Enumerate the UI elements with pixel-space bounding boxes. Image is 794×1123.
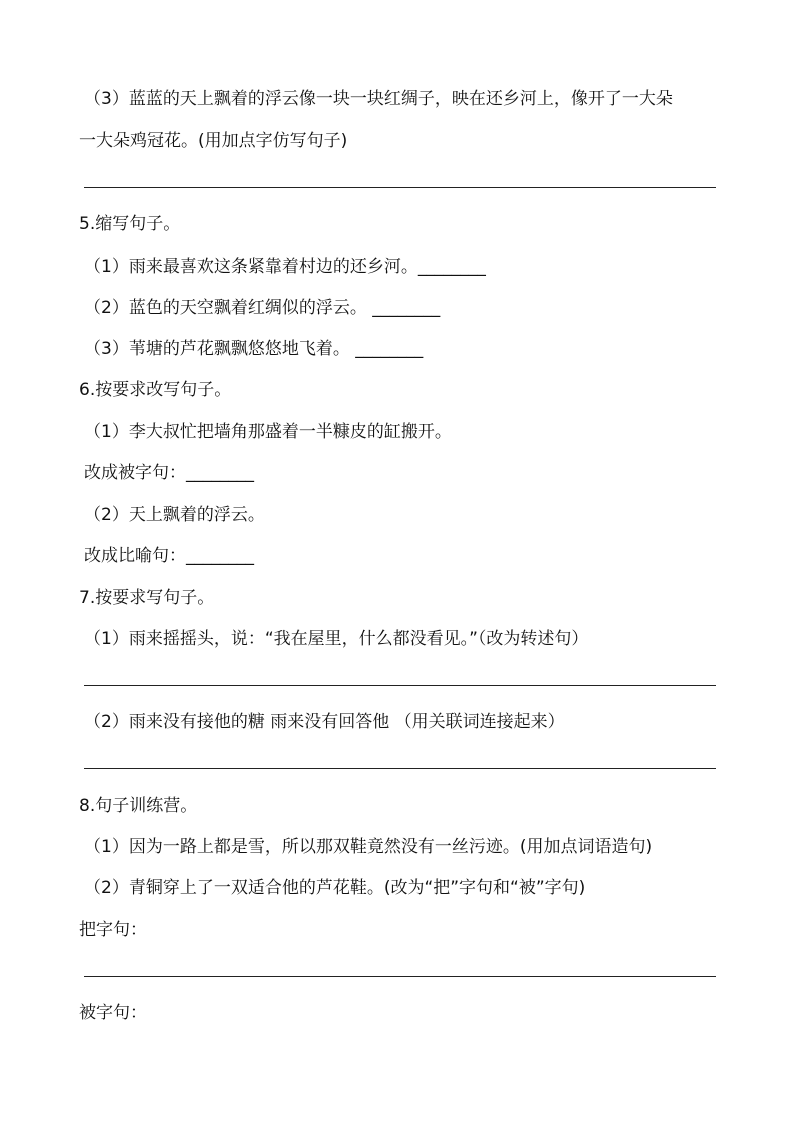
- answer-line-ba-sentence[interactable]: [84, 976, 716, 977]
- q4-3-line2: 一大朵鸡冠花。(用加点字仿写句子): [79, 131, 348, 151]
- ba-sentence-label: 把字句：: [79, 920, 147, 940]
- q8-title: 8.句子训练营。: [79, 796, 198, 816]
- q4-3-line1: （3）蓝蓝的天上飘着的浮云像一块一块红绸子，映在还乡河上，像开了一大朵: [84, 89, 673, 109]
- q5-item-2: （2）蓝色的天空飘着红绸似的浮云。 ________: [84, 298, 441, 318]
- answer-line-q7-1[interactable]: [84, 685, 716, 686]
- q6-item-2: （2）天上飘着的浮云。: [84, 505, 265, 525]
- q6-prompt-2: 改成比喻句：________: [84, 546, 254, 566]
- q5-item-3: （3）苇塘的芦花飘飘悠悠地飞着。 ________: [84, 339, 424, 359]
- answer-line-q7-2[interactable]: [84, 768, 716, 769]
- q7-item-1: （1）雨来摇摇头，说：“我在屋里，什么都没看见。”（改为转述句）: [84, 629, 589, 649]
- q5-title: 5.缩写句子。: [79, 214, 181, 234]
- q6-prompt-1: 改成被字句：________: [84, 463, 254, 483]
- q8-item-2: （2）青铜穿上了一双适合他的芦花鞋。(改为“把”字句和“被”字句): [84, 878, 586, 898]
- q7-title: 7.按要求写句子。: [79, 588, 215, 608]
- q8-item-1: （1）因为一路上都是雪，所以那双鞋竟然没有一丝污迹。(用加点词语造句): [84, 837, 653, 857]
- q6-item-1: （1）李大叔忙把墙角那盛着一半糠皮的缸搬开。: [84, 422, 452, 442]
- answer-line-q4-3[interactable]: [84, 187, 716, 188]
- bei-sentence-label: 被字句：: [79, 1003, 147, 1023]
- q6-title: 6.按要求改写句子。: [79, 380, 232, 400]
- q7-item-2: （2）雨来没有接他的糖 雨来没有回答他 （用关联词连接起来）: [84, 712, 565, 732]
- q5-item-1: （1）雨来最喜欢这条紧靠着村边的还乡河。________: [84, 257, 486, 277]
